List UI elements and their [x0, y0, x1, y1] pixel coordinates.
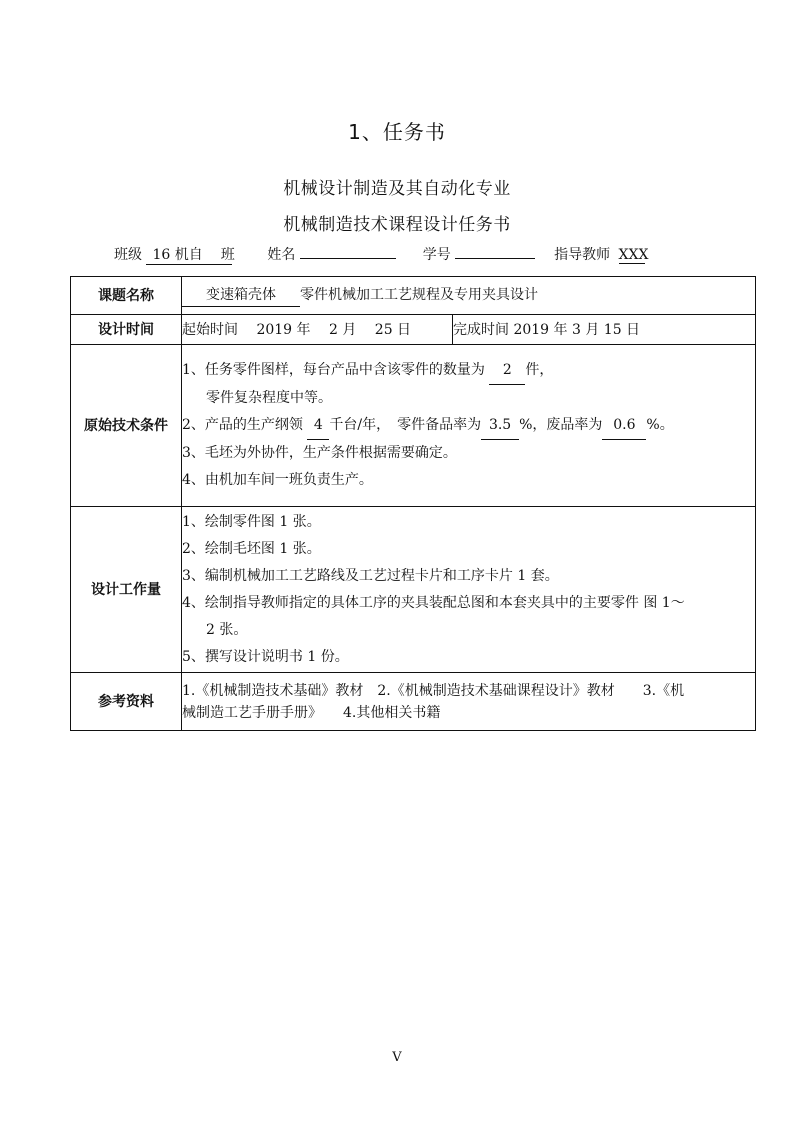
references-line-1: 1.《机械制造技术基础》教材 2.《机械制造技术基础课程设计》教材 3.《机 — [182, 682, 685, 699]
workload-item: 2 张。 — [206, 621, 248, 638]
condition-1-suffix: 件， — [525, 362, 554, 378]
table-row-conditions — [71, 345, 756, 507]
production-volume: 4 — [307, 412, 329, 440]
topic-value: 变速箱壳体 — [182, 284, 300, 307]
class-suffix: 班 — [220, 247, 235, 263]
major-title: 机械设计制造及其自动化专业 — [283, 179, 511, 199]
teacher-value: XXX — [618, 247, 649, 263]
class-value: 16 机自 — [152, 247, 203, 263]
condition-2-text: 2、产品的生产纲领 — [182, 417, 303, 433]
class-field[interactable] — [146, 244, 235, 265]
condition-1 — [182, 357, 755, 385]
conditions-header-text: 原始技术条件 — [84, 417, 168, 434]
conditions-header — [71, 345, 182, 507]
task-table — [70, 276, 756, 731]
end-time: 完成时间 2019 年 3 月 15 日 — [453, 315, 756, 345]
condition-1-text: 1、任务零件图样，每台产品中含该零件的数量为 — [182, 362, 485, 378]
table-row-topic — [71, 277, 756, 315]
start-time: 起始时间 2019 年 2 月 25 日 — [182, 315, 453, 345]
condition-2-mid1: 千台/年， 零件备品率为 — [329, 417, 482, 433]
page-title: 1、任务书 — [348, 120, 446, 144]
conditions-cell — [182, 345, 756, 507]
workload-item: 3、编制机械加工工艺路线及工艺过程卡片和工序卡片 1 套。 — [182, 567, 559, 584]
topic-cell — [182, 277, 756, 315]
scrap-rate: 0.6 — [602, 412, 646, 440]
condition-2-suffix: %。 — [646, 417, 674, 433]
condition-2 — [182, 412, 755, 440]
student-id-field[interactable] — [455, 244, 535, 259]
topic-suffix: 零件机械加工工艺规程及专用夹具设计 — [300, 287, 538, 303]
references-header: 参考资料 — [71, 673, 182, 731]
references-line-2: 械制造工艺手册手册》 4.其他相关书籍 — [182, 704, 441, 721]
workload-item: 2、绘制毛坯图 1 张。 — [182, 540, 321, 557]
name-field[interactable] — [300, 244, 396, 259]
document-title: 机械制造技术课程设计任务书 — [283, 215, 511, 235]
condition-4: 4、由机加车间一班负责生产。 — [182, 472, 373, 488]
teacher-field[interactable] — [618, 247, 649, 264]
workload-item: 4、绘制指导教师指定的具体工序的夹具装配总图和本套夹具中的主要零件 图 1～ — [182, 594, 685, 611]
workload-cell — [182, 507, 756, 673]
page-number: V — [392, 1050, 402, 1065]
table-row-time — [71, 315, 756, 345]
condition-2-mid2: %，废品率为 — [519, 417, 603, 433]
student-id-label: 学号 — [422, 247, 451, 263]
class-label: 班级 — [114, 247, 142, 263]
workload-item: 5、撰写设计说明书 1 份。 — [182, 648, 349, 665]
teacher-label: 指导教师 — [554, 247, 611, 263]
spare-rate: 3.5 — [481, 412, 519, 440]
workload-item: 1、绘制零件图 1 张。 — [182, 513, 321, 530]
student-info-line — [114, 244, 649, 265]
topic-header: 课题名称 — [71, 277, 182, 315]
name-label: 姓名 — [267, 247, 296, 263]
table-row-workload — [71, 507, 756, 673]
time-header: 设计时间 — [71, 315, 182, 345]
workload-header: 设计工作量 — [71, 507, 182, 673]
condition-3: 3、毛坯为外协件，生产条件根据需要确定。 — [182, 445, 457, 461]
references-cell — [182, 673, 756, 731]
condition-1b: 零件复杂程度中等。 — [206, 390, 332, 406]
table-row-references — [71, 673, 756, 731]
part-quantity: 2 — [489, 357, 525, 385]
